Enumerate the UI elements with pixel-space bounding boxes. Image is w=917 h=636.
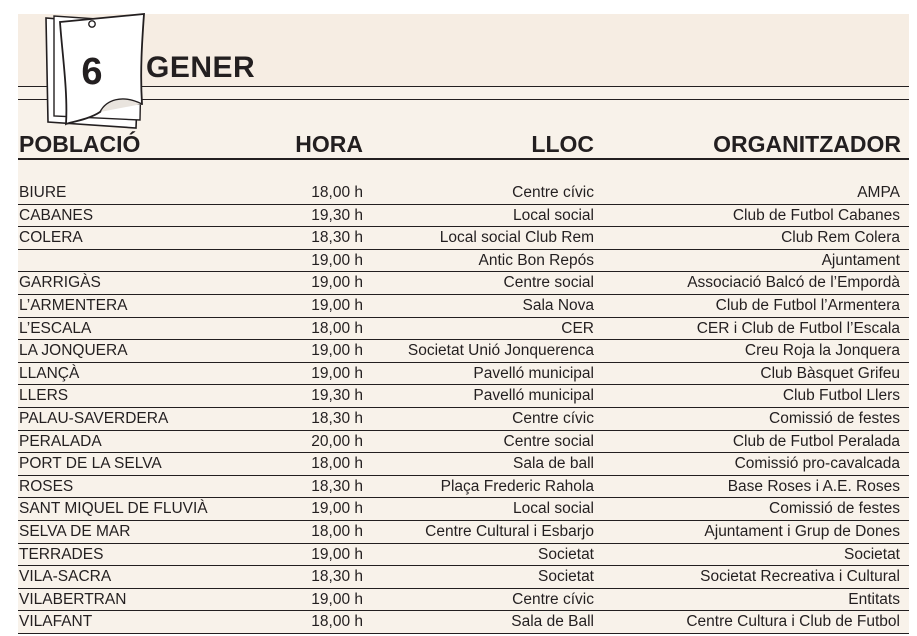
month-title: GENER <box>146 51 256 84</box>
cell-organitzador: Societat Recreativa i Cultural <box>700 568 900 586</box>
cell-lloc: Sala de ball <box>512 455 594 473</box>
cell-organitzador: AMPA <box>857 184 900 201</box>
cell-hora: 18,30 h <box>311 409 363 427</box>
cell-hora: 18,30 h <box>311 568 363 586</box>
table-row <box>18 611 909 634</box>
cell-hora: 18,30 h <box>311 229 363 247</box>
table-row <box>18 340 909 363</box>
table-row <box>18 385 909 408</box>
cell-organitzador: Club Bàsquet Grifeu <box>760 364 900 382</box>
cell-hora: 19,00 h <box>311 251 363 269</box>
column-header-organitzador: ORGANITZADOR <box>713 131 901 157</box>
table-row <box>18 205 909 228</box>
events-table <box>18 182 909 634</box>
cell-lloc: Pavelló municipal <box>473 387 594 405</box>
table-row <box>18 476 909 499</box>
cell-poblacio: LLERS <box>19 387 69 405</box>
table-row <box>18 431 909 454</box>
cell-organitzador: Base Roses i A.E. Roses <box>727 477 900 495</box>
cell-lloc: Societat <box>537 568 594 586</box>
cell-hora: 19,00 h <box>311 500 363 518</box>
table-row <box>18 408 909 431</box>
header-underline <box>18 158 909 160</box>
cell-hora: 19,00 h <box>311 296 363 314</box>
cell-organitzador: Club Futbol Llers <box>782 387 900 405</box>
cell-hora: 19,00 h <box>311 274 363 292</box>
cell-organitzador: Comissió de festes <box>769 409 900 427</box>
cell-lloc: Sala Nova <box>522 296 594 314</box>
header-rule <box>18 86 909 87</box>
cell-lloc: CER <box>561 319 594 337</box>
cell-poblacio: VILA-SACRA <box>19 568 112 586</box>
table-row <box>18 498 909 521</box>
cell-organitzador: Associació Balcó de l’Empordà <box>687 274 900 292</box>
cell-hora: 19,00 h <box>311 590 363 608</box>
header-rule-lower <box>18 99 909 100</box>
cell-poblacio: CABANES <box>19 206 94 224</box>
cell-lloc: Societat Unió Jonquerenca <box>407 342 594 360</box>
cell-lloc: Local social <box>513 206 594 224</box>
cell-poblacio: VILAFANT <box>19 613 93 631</box>
cell-organitzador: Comissió pro-cavalcada <box>734 455 900 473</box>
column-header-poblacio: POBLACIÓ <box>19 131 141 157</box>
table-row <box>18 272 909 295</box>
cell-poblacio: TERRADES <box>19 545 104 563</box>
cell-lloc: Societat <box>537 545 594 563</box>
cell-hora: 20,00 h <box>311 432 363 450</box>
table-row <box>18 566 909 589</box>
cell-hora: 18,00 h <box>311 184 363 201</box>
cell-hora: 19,00 h <box>311 545 363 563</box>
table-row <box>18 544 909 567</box>
cell-organitzador: Comissió de festes <box>769 500 900 518</box>
cell-organitzador: Societat <box>843 545 900 563</box>
cell-poblacio: VILABERTRAN <box>19 590 127 608</box>
cell-lloc: Centre social <box>503 274 594 292</box>
cell-hora: 18,00 h <box>311 613 363 631</box>
cell-poblacio: PERALADA <box>19 432 102 450</box>
cell-poblacio: PORT DE LA SELVA <box>19 455 162 473</box>
cell-poblacio: GARRIGÀS <box>19 274 101 292</box>
table-row <box>18 453 909 476</box>
cell-hora: 19,00 h <box>311 342 363 360</box>
cell-organitzador: Club de Futbol l’Armentera <box>715 296 900 314</box>
cell-lloc: Antic Bon Repós <box>478 251 594 269</box>
cell-lloc: Sala de Ball <box>511 613 594 631</box>
cell-organitzador: Club Rem Colera <box>781 229 900 247</box>
table-row <box>18 521 909 544</box>
cell-lloc: Centre cívic <box>512 184 594 201</box>
column-header-lloc: LLOC <box>531 131 594 157</box>
cell-poblacio: LA JONQUERA <box>19 342 128 360</box>
cell-organitzador: CER i Club de Futbol l’Escala <box>696 319 900 337</box>
cell-poblacio: BIURE <box>19 184 67 201</box>
cell-lloc: Plaça Frederic Rahola <box>440 477 594 495</box>
table-row <box>18 182 909 205</box>
cell-organitzador: Centre Cultura i Club de Futbol <box>686 613 900 631</box>
cell-poblacio: L’ARMENTERA <box>19 296 128 314</box>
cell-organitzador: Ajuntament i Grup de Dones <box>704 522 900 540</box>
cell-poblacio: PALAU-SAVERDERA <box>19 409 169 427</box>
cell-hora: 18,00 h <box>311 319 363 337</box>
calendar-day-number: 6 <box>81 51 103 93</box>
cell-organitzador: Creu Roja la Jonquera <box>744 342 900 360</box>
cell-organitzador: Entitats <box>848 590 900 608</box>
table-row <box>18 363 909 386</box>
cell-hora: 19,00 h <box>311 364 363 382</box>
cell-poblacio: SANT MIQUEL DE FLUVIÀ <box>19 500 208 518</box>
cell-poblacio: COLERA <box>19 229 83 247</box>
cell-lloc: Pavelló municipal <box>473 364 594 382</box>
cell-poblacio: SELVA DE MAR <box>19 522 131 540</box>
table-row <box>18 318 909 341</box>
cell-hora: 19,30 h <box>311 387 363 405</box>
cell-organitzador: Club de Futbol Peralada <box>732 432 900 450</box>
cell-hora: 18,30 h <box>311 477 363 495</box>
cell-hora: 19,30 h <box>311 206 363 224</box>
cell-lloc: Centre cívic <box>512 409 594 427</box>
table-row <box>18 227 909 250</box>
cell-organitzador: Ajuntament <box>821 251 900 269</box>
cell-lloc: Centre Cultural i Esbarjo <box>425 522 594 540</box>
cell-poblacio: ROSES <box>19 477 74 495</box>
column-header-hora: HORA <box>295 131 363 157</box>
table-row <box>18 589 909 612</box>
table-row <box>18 250 909 273</box>
cell-hora: 18,00 h <box>311 522 363 540</box>
cell-organitzador: Club de Futbol Cabanes <box>732 206 900 224</box>
cell-poblacio: LLANÇÀ <box>19 364 80 382</box>
table-row <box>18 295 909 318</box>
cell-hora: 18,00 h <box>311 455 363 473</box>
cell-lloc: Local social Club Rem <box>439 229 594 247</box>
cell-lloc: Centre cívic <box>512 590 594 608</box>
cell-lloc: Local social <box>513 500 594 518</box>
cell-lloc: Centre social <box>503 432 594 450</box>
cell-poblacio: L’ESCALA <box>19 319 92 337</box>
